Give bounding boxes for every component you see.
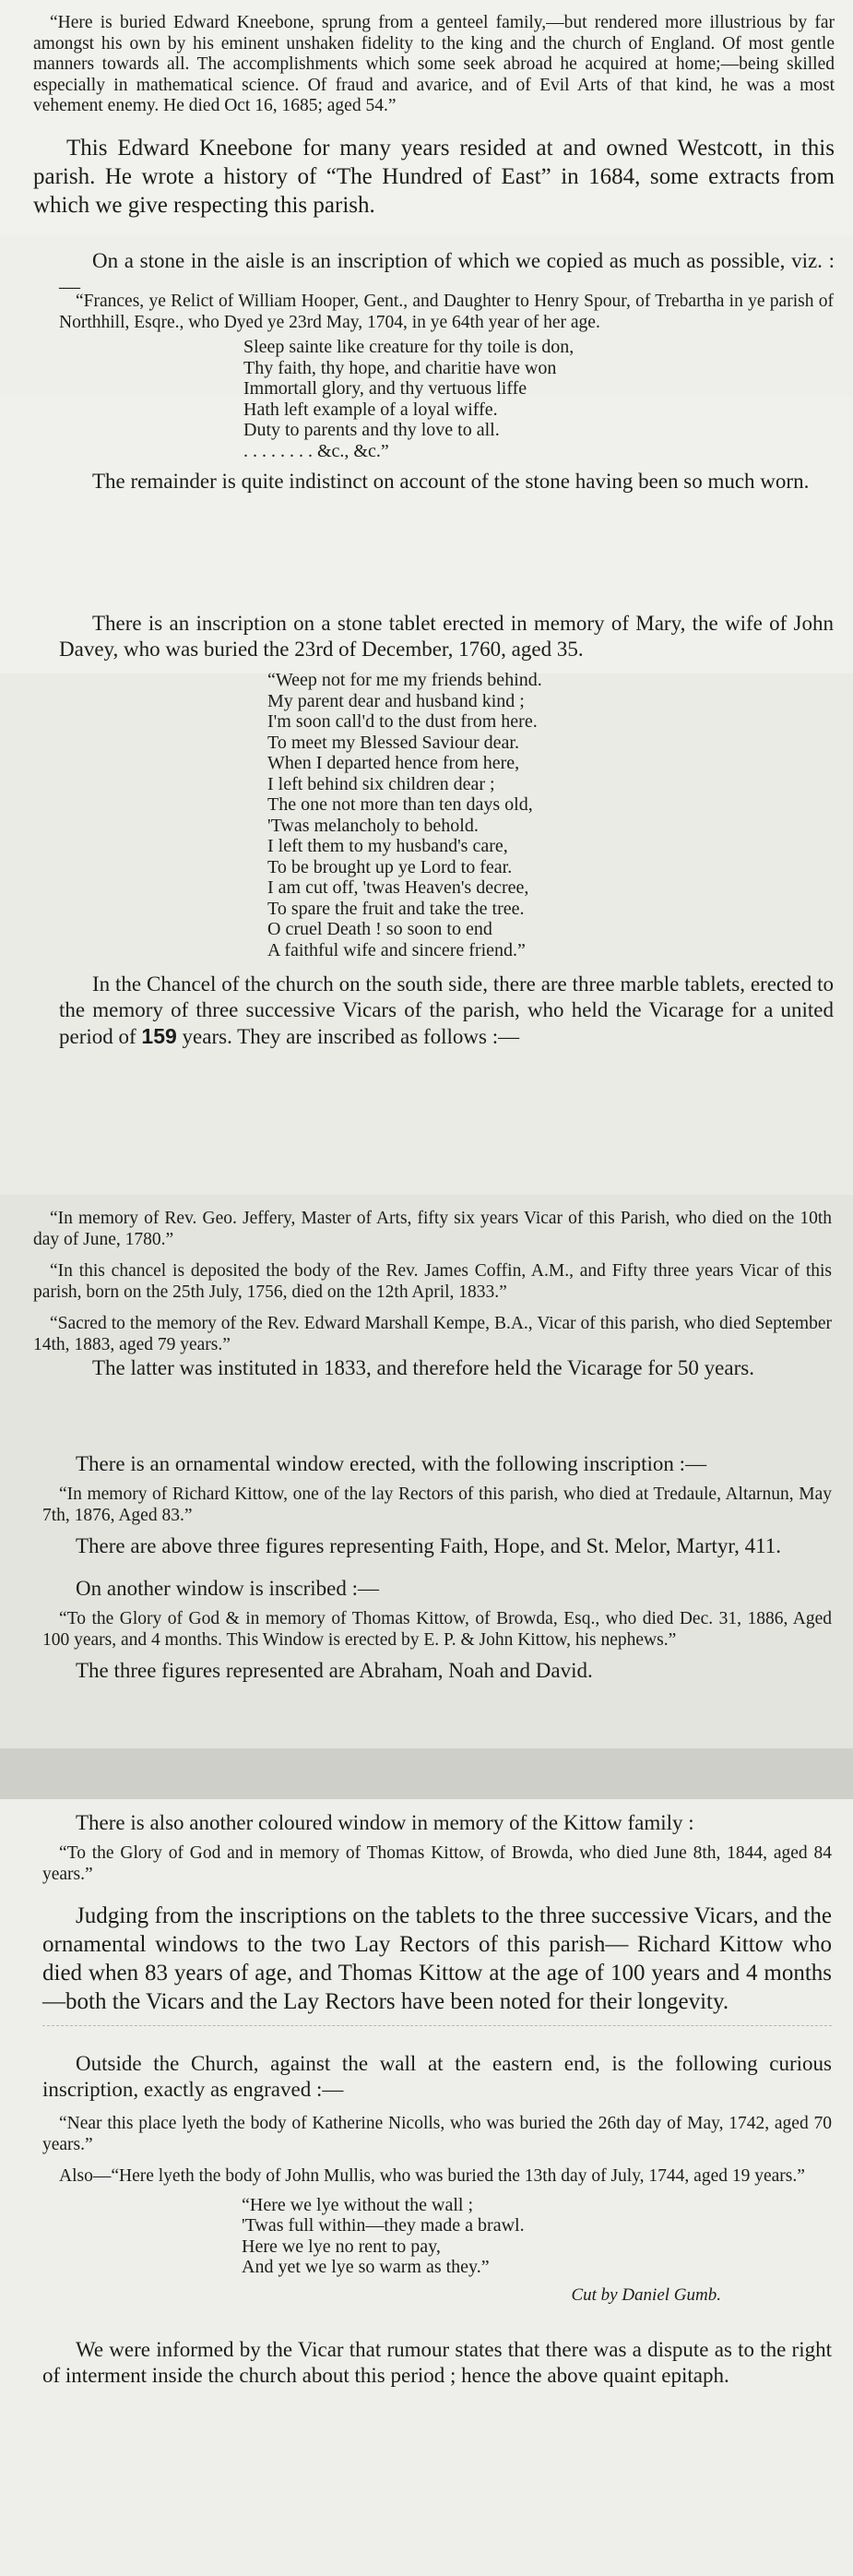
hooper-remainder: The remainder is quite indistinct on account of the stone having been so much worn. [92, 470, 810, 493]
kempe-note: The latter was instituted in 1833, and therefore held the Vicarage for 50 years. [92, 1356, 754, 1379]
window-richard-kittow: “In memory of Richard Kittow, one of the lay Rectors of this parish, who died at Tredaule, Altarnun, May 7th, 1876, Aged 83.” [42, 1485, 832, 1525]
chancel-text-a: In the Chancel of the church on the south side, there are three marble tablets, erected to the memory of three successive Vicars of the parish, who held the Vicarage for a united period of [59, 972, 834, 1048]
chancel-intro [59, 972, 834, 1050]
hooper-inscription: “Frances, ye Relict of William Hooper, Gent., and Daughter to Henry Spour, of Trebartha in ye parish of Northhill, Esqre., who Dyed ye 23rd May, 1704, in ye 64th year of her age. [59, 292, 834, 332]
section-kneebone [0, 0, 853, 235]
davey-verse: “Weep not for me my friends behind. My parent dear and husband kind ; I'm soon call'd to the dust from here. To meet my Blessed Saviour dear. When I departed hence from here, I left behind six children dear ; The one not more than ten days old, 'Twas melancholy to behold. I left them to my husband's care, To be brought up ye Lord to fear. I am cut off, 'twas Heaven's decree, To spare the fruit and take the tree. O cruel Death ! so soon to end A faithful wife and sincere friend.” [267, 670, 542, 960]
outside-intro: Outside the Church, against the wall at the eastern end, is the following curious inscription, exactly as engraved :— [42, 2052, 832, 2101]
chancel-text-b: years. They are inscribed as follows :— [182, 1025, 520, 1048]
hooper-intro: On a stone in the aisle is an inscription of which we copied as much as possible, viz. :— [59, 249, 835, 298]
dashed-divider [42, 2025, 832, 2027]
vicar-rumour: We were informed by the Vicar that rumour states that there was a dispute as to the right of interment inside the church about this period ; hence the above quaint epitaph. [42, 2337, 832, 2387]
window-figures: There are above three figures representing Faith, Hope, and St. Melor, Martyr, 411. [76, 1534, 781, 1557]
nicolls-inscription: “Near this place lyeth the body of Katherine Nicolls, who was buried the 26th day of May, 1742, aged 70 years.” [42, 2114, 832, 2154]
chancel-years: 159 [141, 1024, 177, 1048]
vicar-coffin: “In this chancel is deposited the body of the Rev. James Coffin, A.M., and Fifty three years Vicar of this parish, born on the 25th July, 1756, died on the 12th April, 1833.” [33, 1261, 832, 1302]
window-another: On another window is inscribed :— [76, 1577, 379, 1600]
hooper-verse: Sleep sainte like creature for thy toile is don, Thy faith, thy hope, and charitie have won Immortall glory, and thy vertuous liffe Hath left example of a loyal wiffe. Duty to parents and thy love to all. . . . . . . . . &c., &c.” [243, 337, 575, 461]
mullis-verse: “Here we lye without the wall ; 'Twas full within—they made a brawl. Here we lye no rent to pay, And yet we lye so warm as they.” [242, 2194, 525, 2277]
longevity-paragraph: Judging from the inscriptions on the tablets to the three successive Vicars, and the ornamental windows to the two Lay Rectors of this parish— Richard Kittow who died when 83 years of age, and Thomas Kittow at the age of 100 years and 4 months—both the Vicars and the Lay Rectors have been noted for their longevity. [42, 1903, 832, 2014]
vicar-jeffery: “In memory of Rev. Geo. Jeffery, Master of Arts, fifty six years Vicar of this Parish, who died on the 10th day of June, 1780.” [33, 1209, 832, 1249]
kneebone-epitaph: “Here is buried Edward Kneebone, sprung from a genteel family,—but rendered more illustrious by far amongst his own by his eminent unshaken fidelity to the king and the church of England. Of most gentle manners towards all. The accomplishments which some seek abroad he acquired at home;—being skilled especially in mathematical science. Of fraud and avarice, and of Evil Arts of that kind, he was a most vehement enemy. He died Oct 16, 1685; aged 54.” [33, 13, 835, 115]
window-three-figures: The three figures represented are Abraham, Noah and David. [76, 1659, 593, 1682]
kittow-block [42, 1810, 832, 2389]
window-intro: There is an ornamental window erected, with the following inscription :— [76, 1452, 707, 1475]
hooper-block [59, 292, 834, 495]
davey-intro: There is an inscription on a stone tablet erected in memory of Mary, the wife of John Davey, who was buried the 23rd of December, 1760, aged 35. [59, 612, 834, 661]
kneebone-paragraph: This Edward Kneebone for many years resided at and owned Westcott, in this parish. He wrote a history of “The Hundred of East” in 1684, some extracts from which we give respecting this parish. [33, 135, 835, 218]
coloured-window: There is also another coloured window in memory of the Kittow family : [76, 1811, 694, 1834]
mullis-inscription: Also—“Here lyeth the body of John Mullis, who was buried the 13th day of July, 1744, aged 19 years.” [59, 2166, 805, 2186]
vicar-kempe: “Sacred to the memory of the Rev. Edward Marshall Kempe, B.A., Vicar of this parish, who died September 14th, 1883, aged 79 years.” [33, 1314, 832, 1354]
engraver-signature: Cut by Daniel Gumb. [571, 2284, 721, 2305]
davey-block [59, 611, 834, 1050]
coloured-window-inscription: “To the Glory of God and in memory of Thomas Kittow, of Browda, who died June 8th, 1844, aged 84 years.” [42, 1843, 832, 1884]
windows-block [42, 1451, 832, 1684]
window-thomas-kittow: “To the Glory of God & in memory of Thomas Kittow, of Browda, Esq., who died Dec. 31, 1886, Aged 100 years, and 4 months. This Window is erected by E. P. & John Kittow, his nephews.” [42, 1609, 832, 1650]
vicars-block [33, 1209, 832, 1381]
